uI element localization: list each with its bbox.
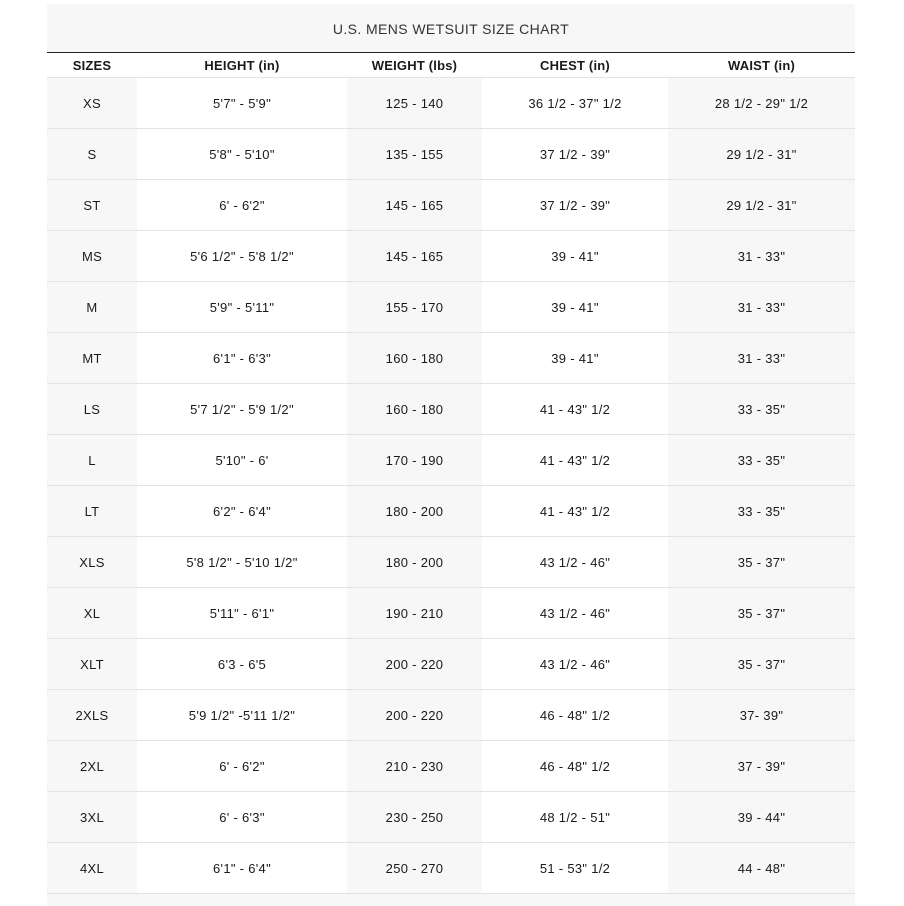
chart-title: U.S. MENS WETSUIT SIZE CHART (47, 4, 855, 53)
cell-waist: 31 - 33" (668, 282, 855, 333)
cell-chest: 46 - 48" 1/2 (482, 741, 668, 792)
cell-chest: 43 1/2 - 46" (482, 588, 668, 639)
cell-height: 6' - 6'2" (137, 741, 347, 792)
cell-chest: 41 - 43" 1/2 (482, 486, 668, 537)
cell-weight: 125 - 140 (347, 78, 482, 129)
cell-waist: 37 - 39" (668, 741, 855, 792)
cell-size: XLT (47, 639, 137, 690)
cell-height: 5'9 1/2" -5'11 1/2" (137, 690, 347, 741)
table-footer-strip (47, 894, 855, 906)
cell-chest: 51 - 53" 1/2 (482, 843, 668, 894)
cell-height: 6' - 6'3" (137, 792, 347, 843)
table-row (47, 792, 855, 843)
table-row (47, 435, 855, 486)
cell-height: 5'10" - 6' (137, 435, 347, 486)
table-row (47, 537, 855, 588)
table-row (47, 639, 855, 690)
header-row (47, 53, 855, 78)
cell-waist: 29 1/2 - 31" (668, 129, 855, 180)
cell-weight: 135 - 155 (347, 129, 482, 180)
cell-height: 5'6 1/2" - 5'8 1/2" (137, 231, 347, 282)
cell-chest: 41 - 43" 1/2 (482, 384, 668, 435)
cell-height: 6'1" - 6'3" (137, 333, 347, 384)
cell-weight: 145 - 165 (347, 180, 482, 231)
cell-size: XLS (47, 537, 137, 588)
cell-height: 6'2" - 6'4" (137, 486, 347, 537)
cell-waist: 35 - 37" (668, 537, 855, 588)
table-row (47, 486, 855, 537)
cell-chest: 39 - 41" (482, 333, 668, 384)
cell-waist: 33 - 35" (668, 384, 855, 435)
cell-size: 2XLS (47, 690, 137, 741)
size-table (47, 53, 855, 894)
cell-weight: 180 - 200 (347, 486, 482, 537)
cell-size: XS (47, 78, 137, 129)
cell-size: LS (47, 384, 137, 435)
cell-chest: 43 1/2 - 46" (482, 639, 668, 690)
header-chest: CHEST (in) (482, 53, 668, 78)
cell-weight: 160 - 180 (347, 333, 482, 384)
cell-weight: 145 - 165 (347, 231, 482, 282)
cell-height: 5'11" - 6'1" (137, 588, 347, 639)
cell-waist: 29 1/2 - 31" (668, 180, 855, 231)
cell-size: MS (47, 231, 137, 282)
cell-chest: 36 1/2 - 37" 1/2 (482, 78, 668, 129)
cell-size: L (47, 435, 137, 486)
table-row (47, 129, 855, 180)
cell-waist: 33 - 35" (668, 435, 855, 486)
cell-chest: 43 1/2 - 46" (482, 537, 668, 588)
cell-height: 5'9" - 5'11" (137, 282, 347, 333)
table-row (47, 78, 855, 129)
cell-size: ST (47, 180, 137, 231)
cell-weight: 160 - 180 (347, 384, 482, 435)
cell-weight: 155 - 170 (347, 282, 482, 333)
table-row (47, 588, 855, 639)
cell-size: 2XL (47, 741, 137, 792)
cell-height: 6'3 - 6'5 (137, 639, 347, 690)
size-chart (47, 4, 855, 904)
cell-height: 5'8" - 5'10" (137, 129, 347, 180)
table-row (47, 333, 855, 384)
cell-chest: 48 1/2 - 51" (482, 792, 668, 843)
cell-height: 6'1" - 6'4" (137, 843, 347, 894)
table-row (47, 180, 855, 231)
cell-weight: 170 - 190 (347, 435, 482, 486)
cell-chest: 37 1/2 - 39" (482, 180, 668, 231)
cell-size: 4XL (47, 843, 137, 894)
cell-weight: 210 - 230 (347, 741, 482, 792)
cell-size: 3XL (47, 792, 137, 843)
cell-weight: 200 - 220 (347, 639, 482, 690)
cell-waist: 31 - 33" (668, 333, 855, 384)
table-row (47, 741, 855, 792)
cell-waist: 39 - 44" (668, 792, 855, 843)
cell-size: MT (47, 333, 137, 384)
cell-weight: 250 - 270 (347, 843, 482, 894)
cell-waist: 31 - 33" (668, 231, 855, 282)
cell-weight: 200 - 220 (347, 690, 482, 741)
cell-size: LT (47, 486, 137, 537)
cell-chest: 39 - 41" (482, 282, 668, 333)
table-row (47, 690, 855, 741)
cell-height: 5'8 1/2" - 5'10 1/2" (137, 537, 347, 588)
cell-weight: 190 - 210 (347, 588, 482, 639)
cell-height: 6' - 6'2" (137, 180, 347, 231)
cell-waist: 28 1/2 - 29" 1/2 (668, 78, 855, 129)
cell-chest: 46 - 48" 1/2 (482, 690, 668, 741)
cell-waist: 35 - 37" (668, 639, 855, 690)
cell-chest: 37 1/2 - 39" (482, 129, 668, 180)
cell-weight: 180 - 200 (347, 537, 482, 588)
cell-height: 5'7" - 5'9" (137, 78, 347, 129)
cell-weight: 230 - 250 (347, 792, 482, 843)
cell-chest: 39 - 41" (482, 231, 668, 282)
table-row (47, 843, 855, 894)
cell-size: XL (47, 588, 137, 639)
cell-size: S (47, 129, 137, 180)
cell-waist: 35 - 37" (668, 588, 855, 639)
cell-waist: 37- 39" (668, 690, 855, 741)
table-row (47, 231, 855, 282)
cell-chest: 41 - 43" 1/2 (482, 435, 668, 486)
table-row (47, 384, 855, 435)
table-row (47, 282, 855, 333)
cell-size: M (47, 282, 137, 333)
header-waist: WAIST (in) (668, 53, 855, 78)
cell-waist: 33 - 35" (668, 486, 855, 537)
cell-height: 5'7 1/2" - 5'9 1/2" (137, 384, 347, 435)
header-height: HEIGHT (in) (137, 53, 347, 78)
cell-waist: 44 - 48" (668, 843, 855, 894)
header-weight: WEIGHT (lbs) (347, 53, 482, 78)
header-sizes: SIZES (47, 53, 137, 78)
